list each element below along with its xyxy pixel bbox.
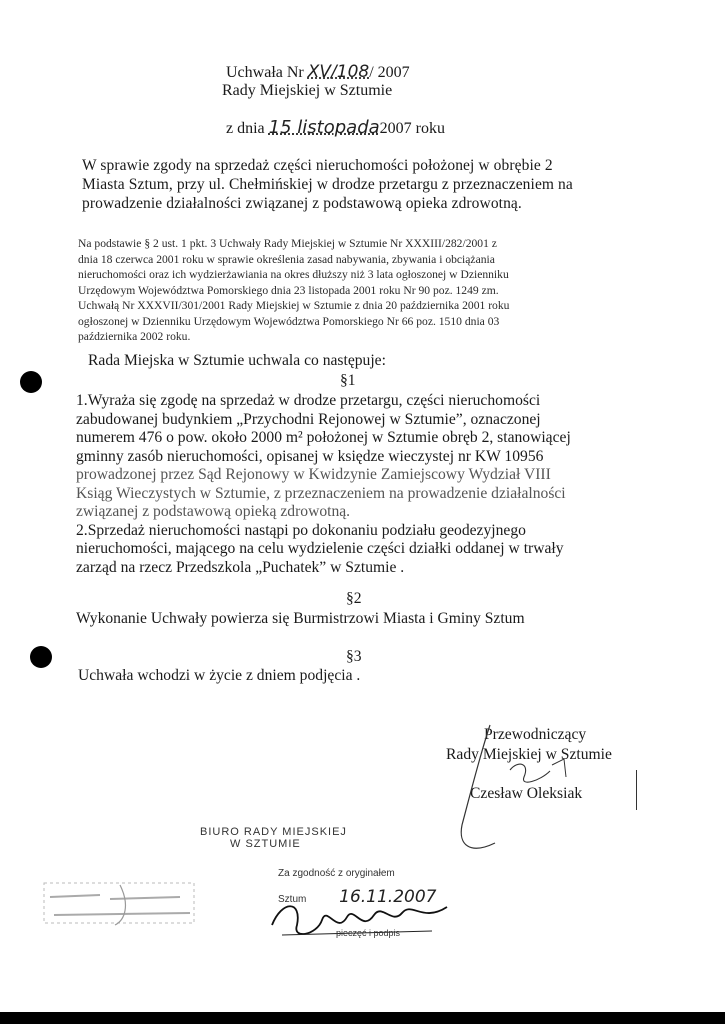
- scan-edge-bar: [0, 1012, 725, 1024]
- resolution-title-suffix: / 2007: [369, 64, 410, 81]
- signatory-role: Przewodniczący: [484, 726, 587, 743]
- faded-stamp-image: [40, 875, 200, 935]
- signature-vertical-line: [636, 770, 637, 810]
- copy-date-handwritten: 16.11.2007: [339, 887, 437, 907]
- section-1-heading: §1: [340, 372, 356, 389]
- section-1-line: numerem 476 o pow. około 2000 m² położonej w Sztumie obręb 2, stanowiącej: [76, 429, 571, 446]
- subject-line: prowadzenie działalności związanej z podstawową opieka zdrowotną.: [82, 195, 522, 212]
- section-3-heading: §3: [346, 648, 362, 665]
- office-stamp-line-1: BIURO RADY MIEJSKIEJ: [200, 826, 347, 838]
- office-stamp-line-2: W SZTUMIE: [230, 838, 301, 850]
- section-2-heading: §2: [346, 590, 362, 607]
- signatory-name: Czesław Oleksiak: [470, 785, 583, 802]
- legal-line: października 2002 roku.: [78, 330, 191, 343]
- council-office-stamp: [200, 826, 347, 850]
- section-2-text: Wykonanie Uchwały powierza się Burmistrzowi Miasta i Gminy Sztum: [76, 610, 525, 627]
- section-1-line: nieruchomości, mającego na celu wydzielenie części działki oddanej w trwały: [76, 540, 564, 557]
- date-prefix: z dnia: [226, 120, 265, 137]
- section-1-line: zarząd na rzecz Przedszkola „Puchatek” w Sztumie .: [76, 558, 405, 576]
- section-1-line: gminny zasób nieruchomości, opisanej w księdze wieczystej nr KW 10956: [76, 447, 544, 465]
- section-1-line: 1.Wyraża się zgodę na sprzedaż w drodze przetargu, części nieruchomości: [76, 392, 541, 409]
- signatory-body: Rady Miejskiej w Sztumie: [446, 746, 612, 763]
- subject-line: Miasta Sztum, przy ul. Chełmińskiej w drodze przetargu z przeznaczeniem na: [82, 176, 573, 193]
- copy-conform-text: Za zgodność z oryginałem: [278, 868, 395, 879]
- legal-line: Urzędowym Województwa Pomorskiego dnia 23 listopada 2001 roku Nr 90 poz. 1249 zm.: [78, 283, 499, 297]
- punch-hole-top: [20, 371, 42, 393]
- subject-paragraph: [82, 156, 573, 213]
- section-1-line: prowadzonej przez Sąd Rejonowy w Kwidzynie Zamiejscowy Wydział VIII: [76, 466, 551, 483]
- section-3-text: Uchwała wchodzi w życie z dniem podjęcia .: [78, 667, 361, 684]
- legal-line: Na podstawie § 2 ust. 1 pkt. 3 Uchwały Rady Miejskiej w Sztumie Nr XXXIII/282/2001 z: [78, 237, 497, 250]
- date-suffix: 2007 roku: [379, 120, 445, 137]
- punch-hole-bottom: [30, 646, 52, 668]
- legal-line: dnia 18 czerwca 2001 roku w sprawie określenia zasad nabywania, zbywania i obciążania: [78, 252, 495, 266]
- legal-basis-paragraph: [78, 236, 509, 345]
- resolution-date-line: [226, 117, 445, 138]
- legal-line: ogłoszonej w Dzienniku Urzędowym Województwa Pomorskiego Nr 66 poz. 1510 dnia 03: [78, 314, 500, 328]
- resolves-line: Rada Miejska w Sztumie uchwala co następuje:: [88, 352, 386, 369]
- resolution-title-prefix: Uchwała Nr: [226, 64, 304, 81]
- resolution-number-line: [226, 62, 410, 82]
- subject-line: W sprawie zgody na sprzedaż części nieruchomości położonej w obrębie 2: [82, 157, 553, 174]
- legal-line: Uchwałą Nr XXXVII/301/2001 Rady Miejskiej w Sztumie z dnia 20 października 2001 roku: [78, 299, 510, 312]
- section-1-line: zabudowanej budynkiem „Przychodni Rejonowej w Sztumie”, oznaczonej: [76, 410, 541, 428]
- section-1-line: 2.Sprzedaż nieruchomości nastąpi po dokonaniu podziału geodezyjnego: [76, 521, 526, 539]
- section-1-line: związanej z podstawową opieką zdrowotną.: [76, 503, 351, 520]
- stamp-caption: pieczęć i podpis: [336, 928, 401, 938]
- chairman-signature: [440, 715, 583, 865]
- section-1-body: [76, 392, 571, 577]
- council-name: Rady Miejskiej w Sztumie: [222, 82, 393, 99]
- copy-place: Sztum: [278, 894, 307, 905]
- resolution-number-handwritten: XV/108: [307, 62, 370, 82]
- section-1-line: Ksiąg Wieczystych w Sztumie, z przeznaczeniem na prowadzenie działalności: [76, 484, 566, 502]
- date-handwritten: 15 listopada: [268, 117, 380, 138]
- legal-line: nieruchomości oraz ich wydzierżawiania na okres dłuższy niż 3 lata ogłoszonej w Dzienniku: [78, 268, 509, 281]
